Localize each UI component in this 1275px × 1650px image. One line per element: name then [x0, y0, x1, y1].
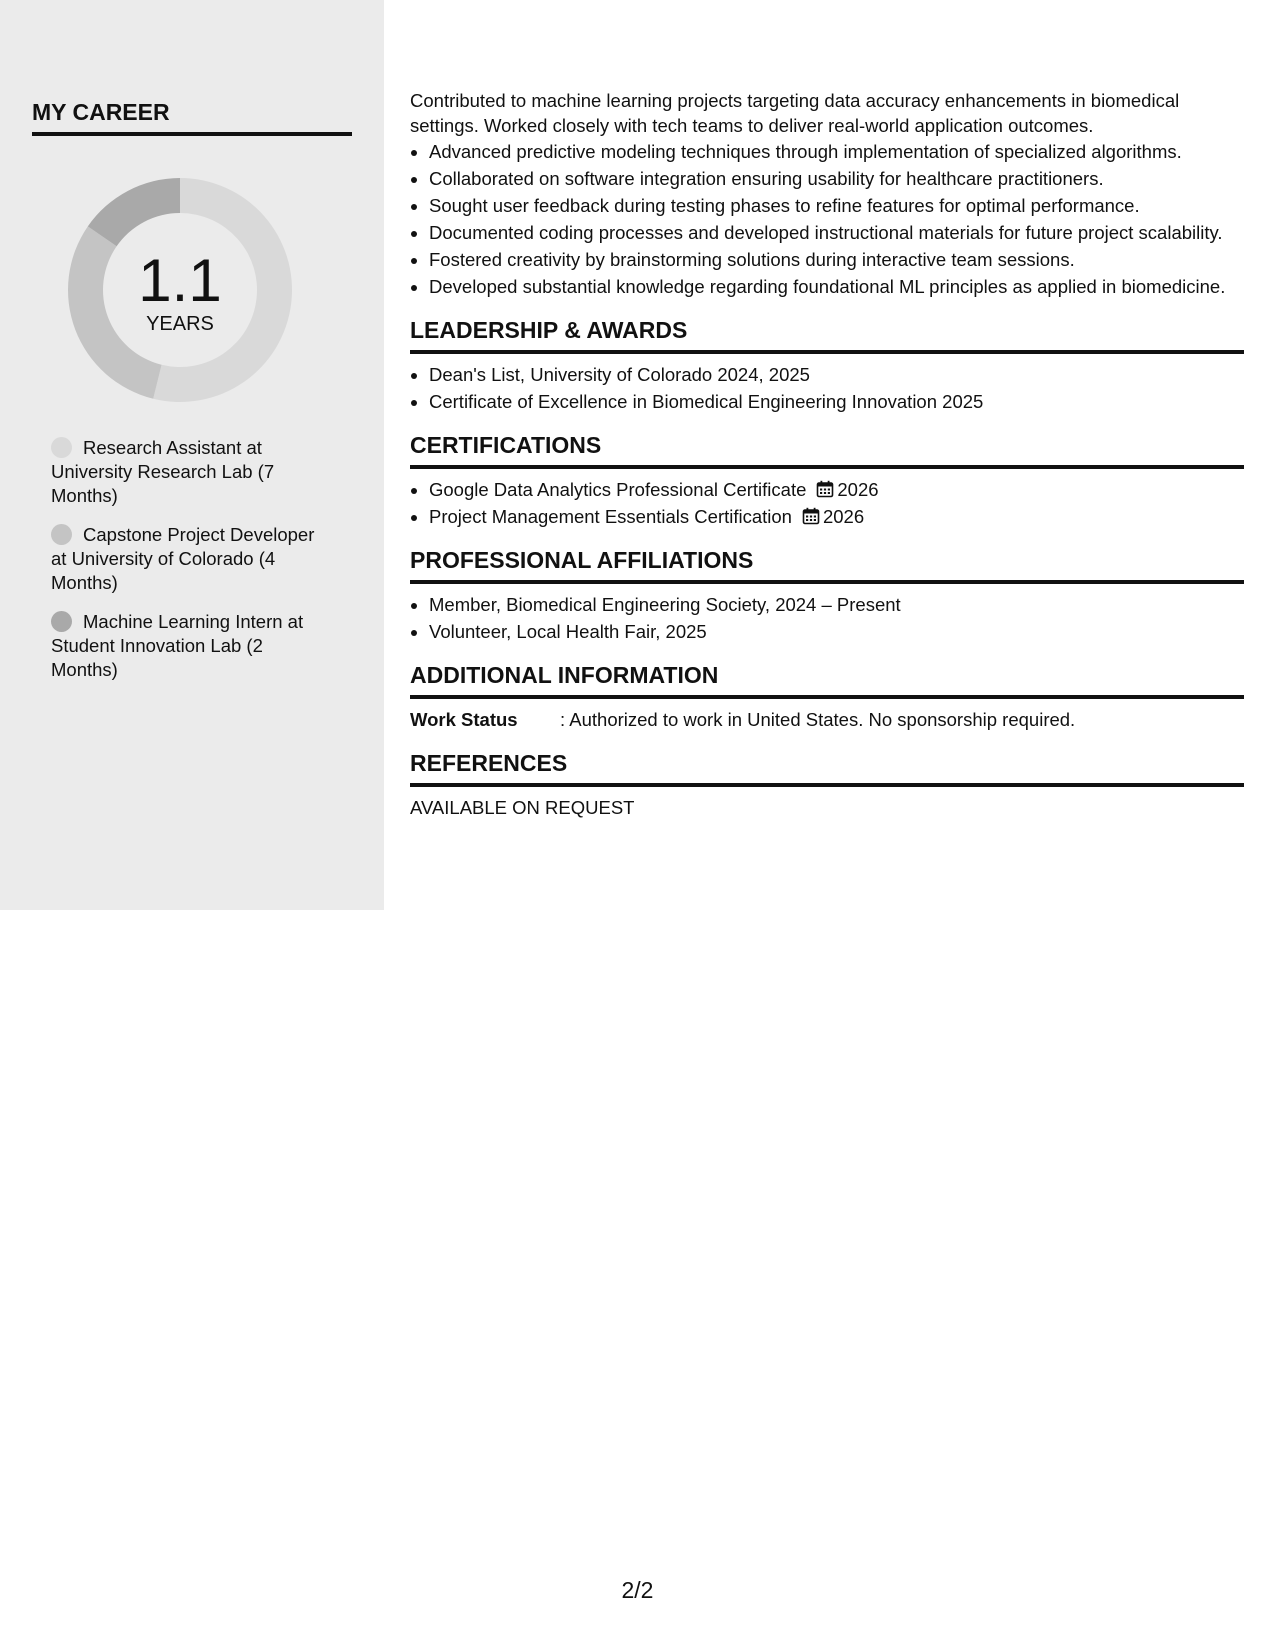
career-item-label: Research Assistant at University Research Lab (7 Months): [51, 437, 275, 506]
calendar-icon: [816, 480, 834, 498]
leadership-section: [410, 316, 1244, 414]
affiliations-section: [410, 546, 1244, 644]
affiliations-list: [410, 592, 1244, 644]
experience-bullet: • Documented coding processes and developed instructional materials for future project scalability.: [429, 220, 1244, 245]
certifications-list: [410, 477, 1244, 529]
references-section: [410, 749, 1244, 820]
list-item: • Volunteer, Local Health Fair, 2025: [429, 619, 1244, 644]
section-title: REFERENCES: [410, 749, 1244, 787]
calendar-icon: [802, 507, 820, 525]
list-item: [429, 477, 1244, 502]
list-item: • Certificate of Excellence in Biomedical Engineering Innovation 2025: [429, 389, 1244, 414]
leadership-list: [410, 362, 1244, 414]
legend-dot: [51, 524, 72, 545]
experience-bullet: • Developed substantial knowledge regarding foundational ML principles as applied in biomedicine.: [429, 274, 1244, 299]
career-item: [51, 610, 331, 682]
references-text: AVAILABLE ON REQUEST: [410, 797, 635, 818]
section-title: CERTIFICATIONS: [410, 431, 1244, 469]
legend-dot: [51, 611, 72, 632]
certification-name: Project Management Essentials Certification: [429, 506, 792, 527]
experience-bullet: • Advanced predictive modeling techniques through implementation of specialized algorithms.: [429, 139, 1244, 164]
career-heading: MY CAREER: [32, 98, 352, 136]
certification-name: Google Data Analytics Professional Certificate: [429, 479, 807, 500]
list-item: [429, 504, 1244, 529]
work-status-value: : Authorized to work in United States. No sponsorship required.: [560, 709, 1076, 730]
legend-dot: [51, 437, 72, 458]
certifications-section: [410, 431, 1244, 529]
years-value: 1.1: [138, 247, 222, 314]
list-item: • Member, Biomedical Engineering Society, 2024 – Present: [429, 592, 1244, 617]
experience-intro: Contributed to machine learning projects targeting data accuracy enhancements in biomedical settings. Worked closely with tech teams to deliver real-world application outcomes.: [410, 90, 1180, 136]
work-status-row: [410, 707, 1244, 732]
experience-bullet: • Collaborated on software integration ensuring usability for healthcare practitioners.: [429, 166, 1244, 191]
experience-bullet: • Sought user feedback during testing phases to refine features for optimal performance.: [429, 193, 1244, 218]
career-item: [51, 523, 331, 595]
experience-bullets: [410, 139, 1244, 299]
work-status-label: Work Status: [410, 709, 518, 730]
career-item-label: Capstone Project Developer at University of Colorado (4 Months): [51, 524, 315, 593]
section-title: ADDITIONAL INFORMATION: [410, 661, 1244, 699]
list-item: • Dean's List, University of Colorado 2024, 2025: [429, 362, 1244, 387]
certification-year: 2026: [837, 479, 879, 500]
career-item: [51, 436, 331, 508]
section-title: PROFESSIONAL AFFILIATIONS: [410, 546, 1244, 584]
sidebar: [0, 0, 384, 910]
career-list: [51, 436, 331, 697]
experience-bullet: • Fostered creativity by brainstorming solutions during interactive team sessions.: [429, 247, 1244, 272]
page-number: 2/2: [621, 1577, 654, 1603]
section-title: LEADERSHIP & AWARDS: [410, 316, 1244, 354]
main-content: [410, 88, 1244, 820]
additional-info-section: [410, 661, 1244, 732]
donut-center: [66, 176, 294, 404]
career-item-label: Machine Learning Intern at Student Innovation Lab (2 Months): [51, 611, 304, 680]
years-unit: YEARS: [146, 313, 214, 335]
certification-year: 2026: [822, 506, 865, 527]
